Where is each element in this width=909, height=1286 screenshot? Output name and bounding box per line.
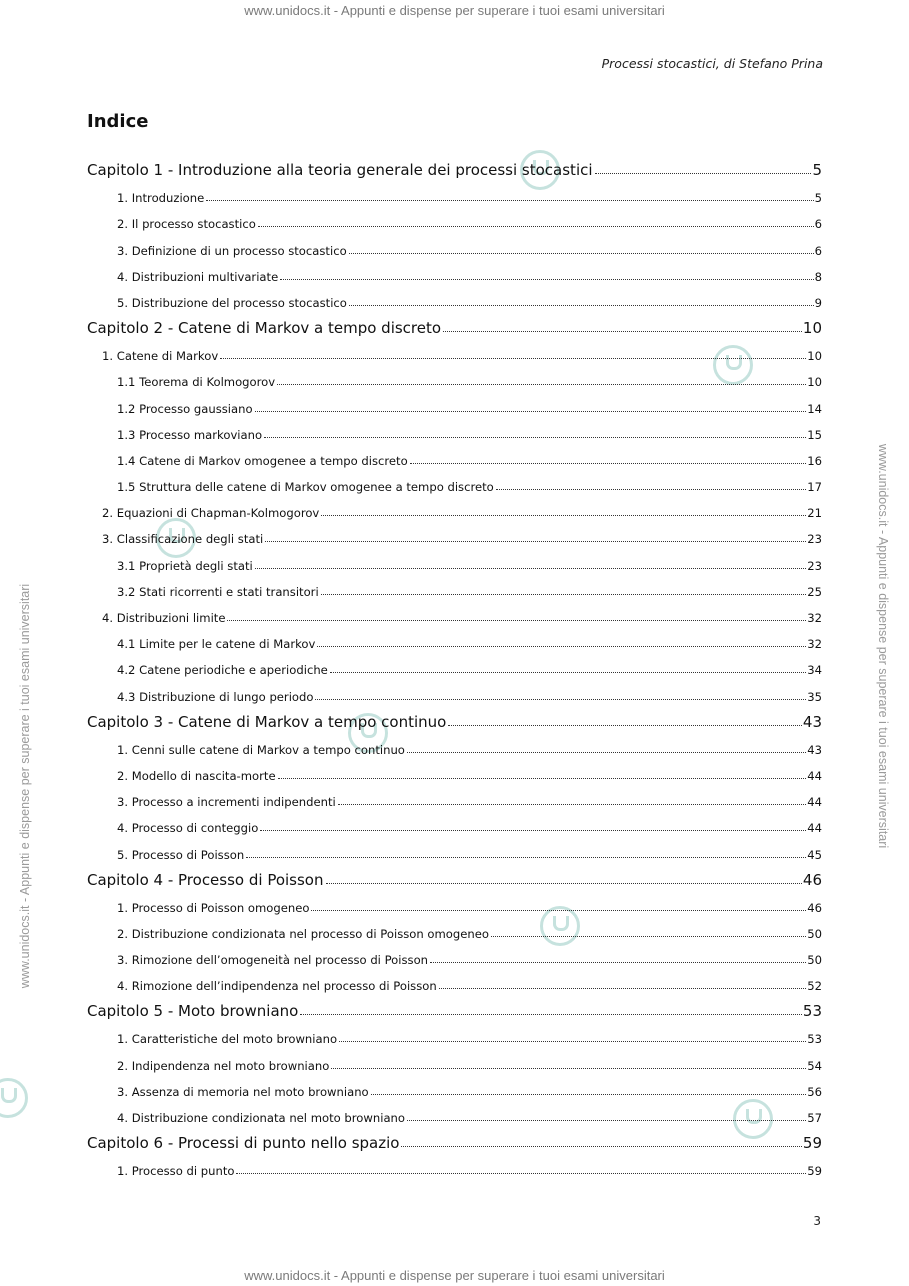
toc-leader-dots	[407, 751, 806, 753]
toc-leader-dots	[491, 935, 806, 937]
toc-entry-title: 1. Processo di Poisson omogeneo	[117, 900, 310, 915]
toc-section-link[interactable]	[87, 835, 822, 861]
toc-entry-title: 2. Distribuzione condizionata nel processo di Poisson omogeneo	[117, 926, 489, 941]
toc-section-link[interactable]	[87, 258, 822, 284]
toc-leader-dots	[258, 225, 814, 227]
toc-entry-title: 2. Equazioni di Chapman-Kolmogorov	[102, 506, 320, 521]
toc-page-number: 43	[807, 742, 822, 757]
toc-page-number: 35	[807, 689, 822, 704]
toc-page-number: 21	[807, 506, 822, 521]
toc-leader-dots	[331, 1067, 806, 1069]
watermark-banner-bottom: www.unidocs.it - Appunti e dispense per superare i tuoi esami universitari	[244, 1268, 665, 1283]
toc-page-number: 8	[814, 269, 822, 284]
toc-section-link[interactable]	[87, 677, 822, 703]
toc-leader-dots	[448, 724, 802, 726]
toc-leader-dots	[220, 357, 806, 359]
toc-entry-title: Capitolo 1 - Introduzione alla teoria generale dei processi stocastici	[87, 161, 593, 179]
toc-entry-title: 1.1 Teorema di Kolmogorov	[117, 375, 276, 390]
toc-section-link[interactable]	[87, 783, 822, 809]
toc-page-number: 59	[807, 1164, 822, 1179]
toc-leader-dots	[326, 882, 802, 884]
toc-entry-title: 5. Processo di Poisson	[117, 847, 245, 862]
toc-entry-title: 1. Catene di Markov	[102, 349, 219, 364]
watermark-banner-top: www.unidocs.it - Appunti e dispense per superare i tuoi esami universitari	[244, 3, 665, 18]
toc-page-number: 53	[807, 1032, 822, 1047]
toc-page-number: 9	[814, 295, 822, 310]
toc-leader-dots	[264, 436, 806, 438]
toc-page-number: 44	[807, 821, 822, 836]
toc-leader-dots	[227, 619, 806, 621]
toc-page-number: 5	[814, 191, 822, 206]
toc-page-number: 16	[807, 453, 822, 468]
toc-page-number: 59	[802, 1134, 822, 1152]
toc-leader-dots	[407, 1119, 806, 1121]
toc-entry-title: Capitolo 2 - Catene di Markov a tempo discreto	[87, 318, 442, 337]
toc-leader-dots	[339, 1040, 806, 1042]
toc-section-link[interactable]	[87, 494, 822, 520]
toc-section-link[interactable]	[87, 757, 822, 783]
toc-section-link[interactable]	[87, 967, 822, 993]
toc-page-number: 46	[807, 900, 822, 915]
toc-entry-title: 3.2 Stati ricorrenti e stati transitori	[117, 584, 319, 599]
toc-entry-title: 4. Distribuzione condizionata nel moto browniano	[117, 1111, 405, 1125]
toc-page-number: 50	[807, 926, 822, 941]
running-header: Processi stocastici, di Stefano Prina	[601, 56, 823, 71]
toc-chapter-link[interactable]	[87, 702, 822, 731]
toc-section-link[interactable]	[87, 363, 822, 389]
toc-entry-title: 1. Processo di punto	[117, 1164, 235, 1179]
toc-page-number: 32	[807, 611, 822, 625]
toc-section-link[interactable]	[87, 731, 822, 757]
toc-page-number: 54	[807, 1058, 822, 1073]
toc-entry-title: Capitolo 4 - Processo di Poisson	[87, 870, 324, 889]
toc-leader-dots	[410, 462, 807, 464]
toc-section-link[interactable]	[87, 284, 822, 310]
toc-page-number: 45	[807, 847, 822, 862]
toc-leader-dots	[443, 330, 802, 332]
watermark-side-left: www.unidocs.it - Appunti e dispense per superare i tuoi esami universitari	[18, 583, 32, 989]
toc-entry-title: 2. Il processo stocastico	[117, 217, 256, 232]
toc-entry-title: Capitolo 5 - Moto browniano	[87, 1002, 299, 1021]
toc-page-number: 14	[807, 401, 822, 416]
toc-entry-title: 2. Modello di nascita-morte	[117, 768, 276, 783]
toc-leader-dots	[277, 383, 806, 385]
page-number: 3	[813, 1214, 821, 1228]
page-title: Indice	[87, 111, 149, 132]
toc-section-link[interactable]	[87, 442, 822, 468]
toc-section-link[interactable]	[87, 889, 822, 915]
toc-entry-title: 1.3 Processo markoviano	[117, 427, 263, 442]
toc-section-link[interactable]	[87, 809, 822, 835]
toc-leader-dots	[265, 540, 806, 542]
toc-leader-dots	[311, 909, 806, 911]
toc-chapter-link[interactable]	[87, 991, 822, 1020]
toc-entry-title: 5. Distribuzione del processo stocastico	[117, 295, 347, 310]
toc-page-number: 15	[807, 427, 822, 442]
toc-section-link[interactable]	[87, 1073, 822, 1099]
toc-chapter-link[interactable]	[87, 308, 822, 337]
toc-leader-dots	[278, 777, 807, 779]
toc-page-number: 52	[807, 979, 822, 994]
toc-leader-dots	[255, 410, 807, 412]
toc-entry-title: 1. Caratteristiche del moto browniano	[117, 1032, 338, 1047]
toc-leader-dots	[595, 172, 812, 174]
toc-entry-title: 3. Definizione di un processo stocastico	[117, 243, 347, 258]
toc-page-number: 25	[807, 584, 822, 599]
toc-entry-title: 4.3 Distribuzione di lungo periodo	[117, 689, 314, 704]
toc-entry-title: 4. Distribuzioni limite	[102, 611, 226, 625]
toc-page-number: 17	[807, 480, 822, 495]
toc-page-number: 56	[807, 1084, 822, 1099]
toc-section-link[interactable]	[87, 1046, 822, 1072]
toc-page-number: 6	[814, 217, 822, 232]
toc-leader-dots	[349, 252, 814, 254]
toc-section-link[interactable]	[87, 1020, 822, 1046]
toc-entry-title: Capitolo 6 - Processi di punto nello spazio	[87, 1134, 400, 1152]
table-of-contents	[87, 152, 822, 1178]
toc-chapter-link[interactable]	[87, 150, 822, 179]
toc-section-link[interactable]	[87, 651, 822, 677]
toc-page-number: 46	[802, 870, 822, 889]
toc-section-link[interactable]	[87, 205, 822, 231]
toc-leader-dots	[300, 1013, 802, 1015]
toc-leader-dots	[260, 829, 806, 831]
toc-page-number: 44	[807, 768, 822, 783]
toc-page-number: 6	[814, 243, 822, 258]
toc-leader-dots	[338, 803, 807, 805]
toc-page-number: 23	[807, 558, 822, 573]
toc-leader-dots	[401, 1145, 801, 1147]
toc-section-link[interactable]	[87, 179, 822, 205]
toc-section-link[interactable]	[87, 416, 822, 442]
toc-section-link[interactable]	[87, 599, 822, 625]
toc-section-link[interactable]	[87, 468, 822, 494]
toc-page-number: 57	[807, 1111, 822, 1125]
toc-leader-dots	[321, 593, 807, 595]
toc-section-link[interactable]	[87, 231, 822, 257]
toc-leader-dots	[206, 199, 813, 201]
toc-leader-dots	[280, 278, 813, 280]
toc-entry-title: 4. Processo di conteggio	[117, 821, 259, 836]
toc-page-number: 50	[807, 953, 822, 968]
toc-page-number: 10	[807, 349, 822, 364]
toc-entry-title: 3. Rimozione dell’omogeneità nel processo di Poisson	[117, 953, 429, 968]
toc-section-link[interactable]	[87, 941, 822, 967]
toc-page-number: 34	[807, 663, 822, 678]
toc-entry-title: 3. Classificazione degli stati	[102, 532, 264, 547]
toc-leader-dots	[236, 1172, 806, 1174]
toc-leader-dots	[439, 987, 807, 989]
toc-leader-dots	[255, 567, 806, 569]
toc-leader-dots	[317, 645, 806, 647]
toc-entry-title: 4. Distribuzioni multivariate	[117, 269, 279, 284]
toc-page-number: 10	[802, 318, 822, 337]
toc-page-number: 32	[807, 637, 822, 652]
toc-entry-title: 3. Assenza di memoria nel moto browniano	[117, 1084, 369, 1099]
toc-leader-dots	[246, 856, 806, 858]
toc-leader-dots	[330, 671, 806, 673]
toc-entry-title: 1. Introduzione	[117, 191, 205, 206]
toc-page-number: 23	[807, 532, 822, 547]
toc-chapter-link[interactable]	[87, 860, 822, 889]
toc-section-link[interactable]	[87, 389, 822, 415]
toc-section-link[interactable]	[87, 915, 822, 941]
toc-entry-title: 1.4 Catene di Markov omogenee a tempo discreto	[117, 453, 408, 468]
toc-section-link[interactable]	[87, 1152, 822, 1178]
toc-entry-title: 2. Indipendenza nel moto browniano	[117, 1058, 330, 1073]
toc-leader-dots	[371, 1093, 807, 1095]
toc-leader-dots	[496, 488, 806, 490]
toc-entry-title: Capitolo 3 - Catene di Markov a tempo continuo	[87, 712, 447, 731]
toc-entry-title: 3.1 Proprietà degli stati	[117, 558, 253, 573]
toc-page-number: 43	[802, 712, 822, 731]
toc-entry-title: 4.2 Catene periodiche e aperiodiche	[117, 663, 328, 678]
toc-section-link[interactable]	[87, 520, 822, 546]
toc-page-number: 53	[802, 1002, 822, 1021]
toc-section-link[interactable]	[87, 625, 822, 651]
toc-page-number: 44	[807, 795, 822, 810]
toc-chapter-link[interactable]	[87, 1123, 822, 1152]
toc-leader-dots	[321, 514, 806, 516]
toc-leader-dots	[430, 961, 806, 963]
toc-entry-title: 4. Rimozione dell’indipendenza nel processo di Poisson	[117, 979, 437, 994]
toc-entry-title: 1. Cenni sulle catene di Markov a tempo continuo	[117, 742, 405, 757]
toc-page-number: 10	[807, 375, 822, 390]
toc-entry-title: 4.1 Limite per le catene di Markov	[117, 637, 316, 652]
toc-page-number: 5	[812, 161, 822, 179]
toc-entry-title: 1.2 Processo gaussiano	[117, 401, 253, 416]
toc-leader-dots	[315, 698, 806, 700]
watermark-side-right: www.unidocs.it - Appunti e dispense per superare i tuoi esami universitari	[876, 443, 890, 849]
toc-section-link[interactable]	[87, 546, 822, 572]
toc-leader-dots	[349, 304, 814, 306]
toc-section-link[interactable]	[87, 1099, 822, 1125]
toc-section-link[interactable]	[87, 573, 822, 599]
toc-entry-title: 1.5 Struttura delle catene di Markov omogenee a tempo discreto	[117, 480, 494, 495]
toc-entry-title: 3. Processo a incrementi indipendenti	[117, 795, 336, 810]
toc-section-link[interactable]	[87, 337, 822, 363]
